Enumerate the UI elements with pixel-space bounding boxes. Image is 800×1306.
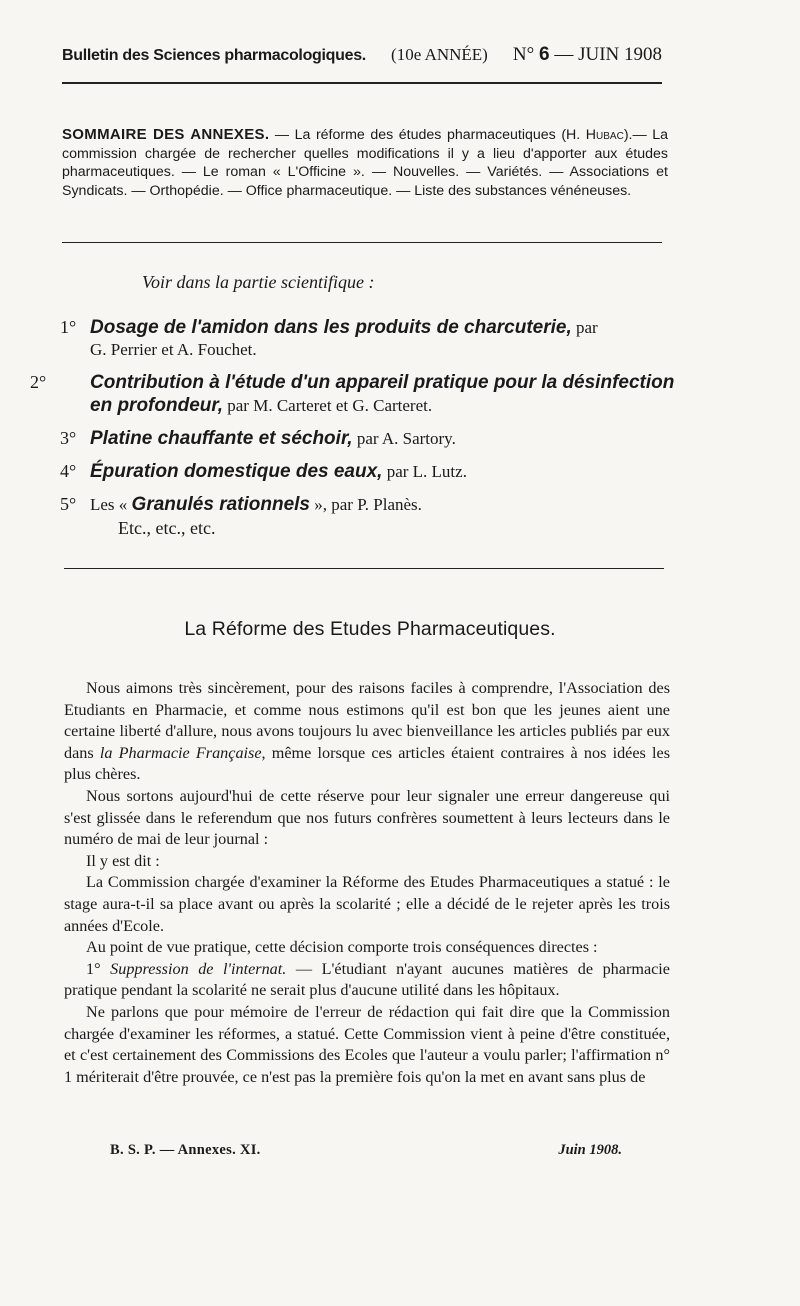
- issue-year: (10e ANNÉE): [391, 45, 488, 64]
- point-number: 1°: [86, 959, 111, 978]
- paragraph: Au point de vue pratique, cette décision comporte trois conséquences directes :: [86, 938, 598, 957]
- paragraph-text: — L'étudiant n'ayant aucunes matières de pharmacie pratique pendant la scolarité ne serait plus d'aucune utilité dans les hôpitaux.: [64, 959, 670, 1000]
- sommaire-rule: [62, 242, 662, 243]
- voir-heading: Voir dans la partie scientifique :: [142, 272, 375, 292]
- issue-date: — JUIN 1908: [554, 44, 662, 65]
- item-by: par P. Planès.: [331, 495, 422, 514]
- paragraph: La Commission chargée d'examiner la Réforme des Etudes Pharmaceutiques a statué : le stage aura-t-il sa place avant ou après la scolarité ; elle a décidé de le rejeter après les trois années d'Ecole.: [64, 873, 670, 935]
- article-body: [64, 678, 670, 1088]
- item-title: Dosage de l'amidon dans les produits de charcuterie,: [90, 317, 572, 338]
- item-by: par A. Sartory.: [352, 429, 456, 448]
- list-item: [60, 316, 680, 361]
- issue-number-prefix: N°: [512, 44, 535, 65]
- item-title-post: »,: [310, 495, 332, 514]
- item-authors: G. Perrier et A. Fouchet.: [90, 340, 257, 359]
- paragraph: Ne parlons que pour mémoire de l'erreur de rédaction qui fait dire que la Commission chargée d'examiner les réformes, a statué. Cette Commission vient à peine d'être constituée, et c'est certainement des Commissions des Ecoles que l'auteur a voulu parler; l'affirmation n° 1 mériterait d'être prouvée, ce n'est pas la première fois qu'on la met en avant sans plus de: [64, 1002, 670, 1086]
- list-item: [60, 493, 680, 516]
- scientific-contents-list: [30, 316, 680, 526]
- sommaire-author: Hubac: [585, 127, 624, 143]
- sommaire-label: SOMMAIRE DES ANNEXES.: [62, 126, 270, 143]
- article-title: La Réforme des Etudes Pharmaceutiques.: [184, 618, 556, 640]
- paragraph: [64, 678, 670, 786]
- paragraph: Il y est dit :: [86, 851, 160, 870]
- sommaire-text-2: ).— La commission chargée de rechercher quelles modifications il y a lieu d'apporter aux études pharmaceutiques. — Le roman « L'Officine ». — Nouvelles. — Variétés. — Associations et Syndicats. — Orthopédie. — Office pharmaceutique. — Liste des substances vénéneuses.: [62, 127, 669, 199]
- etc-line: Etc., etc., etc.: [118, 518, 216, 538]
- item-title-pre: Les «: [90, 495, 132, 514]
- point-heading: Suppression de l'internat.: [110, 959, 287, 978]
- paragraph: [64, 959, 670, 1002]
- sommaire-block: [62, 126, 668, 200]
- paragraph-text: Nous aimons très sincèrement, pour des raisons faciles à comprendre, l'Association des Etudiants en Pharmacie, et comme nous estimons qu'il est bon que les jeunes aient une certaine liberté d'allure, nous avons toujours lu avec bienveillance les articles publiés par eux dans: [64, 679, 670, 762]
- header-rule: [62, 82, 662, 84]
- page-header: [62, 44, 662, 66]
- item-number: 5°: [60, 494, 77, 514]
- paragraph: Nous sortons aujourd'hui de cette réserve pour leur signaler une erreur dangereuse qui s'est glissée dans le referendum que nos futurs confrères soumettent à leurs lecteurs dans le numéro de mai de leur journal :: [64, 786, 670, 849]
- item-title: Épuration domestique des eaux,: [90, 461, 383, 482]
- item-title: Granulés rationnels: [131, 494, 310, 515]
- item-number: 1°: [60, 317, 77, 337]
- publication-name: la Pharmacie Française: [99, 743, 262, 762]
- list-item: [60, 427, 680, 450]
- item-number: 2°: [30, 372, 47, 392]
- section-rule: [64, 568, 664, 569]
- item-by: par M. Carteret et G. Carteret.: [223, 396, 433, 415]
- item-title: Contribution à l'étude d'un appareil pratique pour la désinfection en profondeur,: [90, 372, 675, 416]
- item-number: 4°: [60, 461, 77, 481]
- issue-number: [513, 44, 662, 66]
- item-title: Platine chauffante et séchoir,: [90, 428, 353, 449]
- item-by: par: [571, 318, 598, 337]
- paragraph-text: , même lorsque ces articles étaient contraires à nos idées les plus chères.: [64, 743, 671, 784]
- list-item: [60, 460, 680, 483]
- page-footer: [110, 1142, 622, 1159]
- journal-title: Bulletin des Sciences pharmacologiques.: [62, 47, 366, 64]
- issue-number-value: 6: [539, 44, 550, 65]
- footer-reference: B. S. P. — Annexes. XI.: [110, 1142, 261, 1158]
- footer-date: Juin 1908.: [558, 1142, 622, 1158]
- list-item: [30, 371, 680, 417]
- item-number: 3°: [60, 428, 77, 448]
- item-by: par L. Lutz.: [382, 462, 467, 481]
- sommaire-text-1: — La réforme des études pharmaceutiques (H.: [269, 127, 586, 143]
